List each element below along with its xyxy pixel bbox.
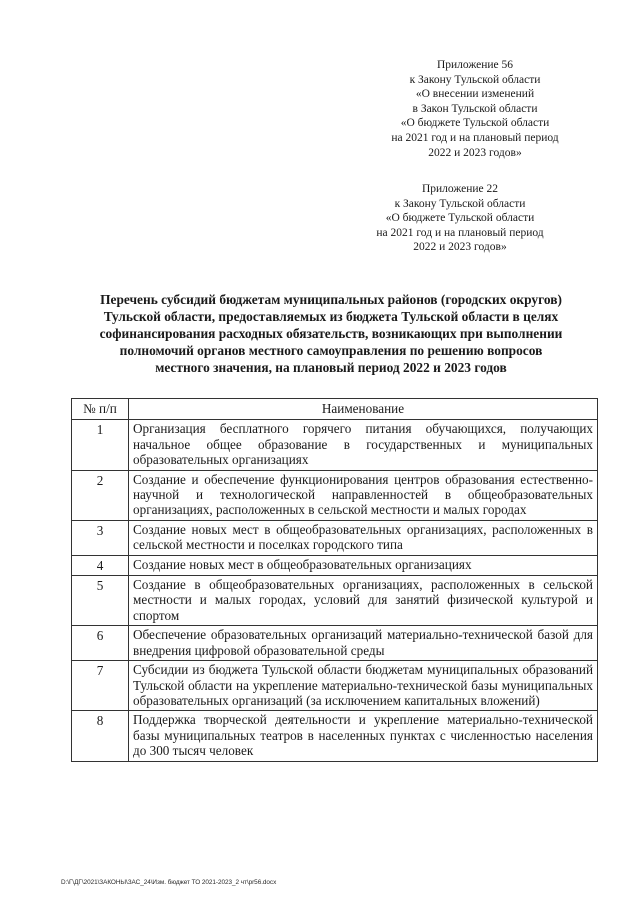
annex-line: на 2021 год и на плановый период	[391, 131, 559, 144]
table-row	[72, 420, 598, 470]
row-name: Создание новых мест в общеобразовательных организациях, расположенных в сельской местности и поселках городского типа	[129, 520, 598, 555]
annex-line: Приложение 22	[421, 183, 499, 195]
title-line: полномочий органов местного самоуправления по решению вопросов	[119, 343, 543, 358]
row-number: 8	[72, 711, 129, 761]
annex-line: на 2021 год и на плановый период	[376, 226, 544, 239]
annex-line: 2022 и 2023 годов»	[428, 146, 522, 159]
table-row	[72, 555, 598, 575]
document-title	[55, 291, 607, 376]
title-line: Тульской области, предоставляемых из бюджета Тульской области в целях	[103, 309, 559, 324]
table-row	[72, 520, 598, 555]
row-number: 1	[72, 420, 129, 470]
title-line: софинансирования расходных обязательств, возникающих при выполнении	[99, 326, 563, 341]
title-line: Перечень субсидий бюджетам муниципальных районов (городских округов)	[100, 292, 562, 307]
row-name: Создание и обеспечение функционирования центров образования естественно-научной и технологической направленностей в общеобразовательных организациях, расположенных в сельской местности и малых городах	[129, 470, 598, 520]
annex-header-primary	[345, 58, 605, 160]
annex-line: «О внесении изменений	[415, 88, 535, 101]
annex-line: в Закон Тульской области	[412, 102, 538, 115]
row-name: Создание новых мест в общеобразовательных организациях	[129, 555, 598, 575]
annex-line: «О бюджете Тульской области	[385, 212, 535, 225]
table-row	[72, 626, 598, 661]
row-name: Субсидии из бюджета Тульской области бюджетам муниципальных образований Тульской области на укрепление материально-технической базы муниципальных образовательных организаций (за исключением капитальных вложений)	[129, 661, 598, 711]
row-number: 5	[72, 576, 129, 626]
row-name: Создание в общеобразовательных организациях, расположенных в сельской местности и малых городах, условий для занятий физической культурой и спортом	[129, 576, 598, 626]
annex-line: «О бюджете Тульской области	[400, 117, 550, 130]
row-number: 7	[72, 661, 129, 711]
row-number: 2	[72, 470, 129, 520]
row-number: 3	[72, 520, 129, 555]
annex-line: к Закону Тульской области	[409, 73, 541, 86]
row-number: 6	[72, 626, 129, 661]
annex-line: Приложение 56	[436, 59, 514, 71]
row-number: 4	[72, 555, 129, 575]
header-name: Наименование	[129, 399, 598, 420]
row-name: Поддержка творческой деятельности и укрепление материально-технической базы муниципальных театров в населенных пунктах с численностью населения до 300 тысяч человек	[129, 711, 598, 761]
footer-file-path: D:\Г\ДГ\2021\ЗАКОНЫ\ЗАС_24\Изм. бюджет ТО 2021-2023_2 чт\pr56.docx	[61, 879, 277, 886]
row-name: Организация бесплатного горячего питания обучающихся, получающих начальное общее образование в государственных и муниципальных образовательных организациях	[129, 420, 598, 470]
table-header-row	[72, 399, 598, 420]
table-row	[72, 470, 598, 520]
title-line: местного значения, на плановый период 2022 и 2023 годов	[155, 360, 507, 375]
header-number: № п/п	[72, 399, 129, 420]
annex-header-secondary	[330, 182, 590, 255]
row-name: Обеспечение образовательных организаций материально-технической базой для внедрения цифровой образовательной среды	[129, 626, 598, 661]
table-row	[72, 576, 598, 626]
subsidies-table	[71, 398, 598, 762]
annex-line: к Закону Тульской области	[394, 197, 526, 210]
annex-line: 2022 и 2023 годов»	[413, 241, 507, 254]
table-row	[72, 661, 598, 711]
table-row	[72, 711, 598, 761]
